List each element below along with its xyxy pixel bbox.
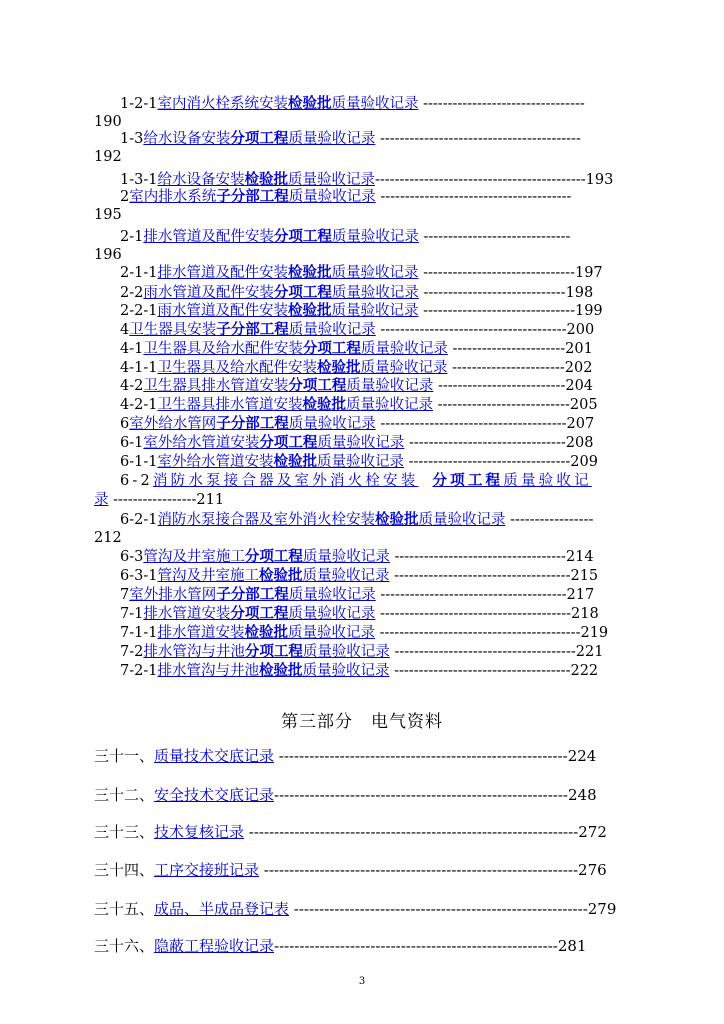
section-page-number: 281 xyxy=(557,937,587,955)
toc-link-post: 质量验收记录 xyxy=(288,587,376,603)
toc-link-bold: 检验批 xyxy=(273,453,317,470)
toc-link-pre: 室内排水系统 xyxy=(129,189,217,205)
toc-page-number: 218 xyxy=(571,606,599,622)
toc-number: 2-2 xyxy=(120,285,144,301)
toc-number: 4 xyxy=(120,322,130,338)
section-line xyxy=(94,860,664,880)
toc-link[interactable] xyxy=(143,341,448,357)
toc-link[interactable] xyxy=(153,473,592,489)
toc-link-post: 质量验收记录 xyxy=(288,416,376,432)
toc-number: 6-2-1 xyxy=(120,512,158,528)
toc-link-post: 质量验收记录 xyxy=(360,341,448,357)
toc-link-bold: 检验批 xyxy=(258,662,303,679)
toc-leader: ------------------------------------ xyxy=(389,568,571,584)
toc-page-number: 200 xyxy=(566,322,595,338)
toc-link[interactable] xyxy=(157,454,404,470)
toc-line xyxy=(120,130,668,148)
toc-page-number: 209 xyxy=(570,454,598,470)
toc-link-bold: 检验批 xyxy=(258,567,303,584)
toc-line xyxy=(120,662,668,680)
toc-page-number: 196 xyxy=(94,247,122,263)
toc-line xyxy=(120,340,668,358)
section-line xyxy=(94,746,664,766)
toc-link-bold: 子分部工程 xyxy=(216,188,289,205)
toc-link-pre: 室外排水管网 xyxy=(129,587,217,603)
toc-leader: ----------------------------------------- xyxy=(374,625,581,641)
toc-link[interactable] xyxy=(157,512,505,528)
toc-leader: ----------------------------- xyxy=(418,285,566,301)
toc-leader: --------------------------------- xyxy=(403,454,571,470)
toc-leader: ----------------------- xyxy=(447,360,565,376)
toc-page-number: 190 xyxy=(94,114,122,130)
toc-number: 7-1-1 xyxy=(120,625,158,641)
toc-link-bold: 检验批 xyxy=(302,396,346,413)
toc-link-post: 质量验收记录 xyxy=(288,131,376,147)
toc-link-post: 质量验收记 xyxy=(503,473,592,489)
toc-link-pre: 室外给水管道安装 xyxy=(143,435,260,451)
section-page-number: 248 xyxy=(568,786,597,804)
toc-number: 6-3-1 xyxy=(120,568,158,584)
toc-link[interactable] xyxy=(157,568,389,584)
toc-link-pre: 卫生器具安装 xyxy=(129,322,217,338)
toc-leader: ------------------------------------------- xyxy=(374,172,586,188)
toc-link[interactable] xyxy=(143,285,419,301)
toc-leader: ------------------------------- xyxy=(418,265,575,281)
toc-link-bold: 检验批 xyxy=(287,95,332,112)
toc-link[interactable] xyxy=(157,663,389,679)
section-link[interactable]: 工序交接班记录 xyxy=(154,861,260,879)
toc-leader: ------------------------------ xyxy=(418,229,571,245)
toc-page-number: 207 xyxy=(566,416,595,432)
toc-number: 2-2-1 xyxy=(120,303,158,319)
toc-page-number: 197 xyxy=(574,265,603,281)
toc-link-bold: 分项工程 xyxy=(230,605,289,622)
section-line xyxy=(94,785,664,805)
section-link[interactable]: 质量技术交底记录 xyxy=(154,747,275,765)
toc-link[interactable] xyxy=(143,229,419,245)
section-link[interactable]: 成品、半成品登记表 xyxy=(154,900,290,918)
section-title: 第三部分 电气资料 xyxy=(281,712,443,732)
toc-link-post: 质量验收记录 xyxy=(331,285,419,301)
toc-number: 6-1 xyxy=(120,435,144,451)
toc-link[interactable] xyxy=(157,625,375,641)
toc-link[interactable] xyxy=(143,549,390,565)
toc-page-number: 202 xyxy=(564,360,593,376)
toc-page-number: 219 xyxy=(580,625,609,641)
toc-link[interactable] xyxy=(129,322,376,338)
toc-leader: -------------------------------------- xyxy=(375,416,567,432)
toc-line xyxy=(120,472,668,490)
toc-link-bold: 检验批 xyxy=(287,302,332,319)
toc-link-post: 质量验收记录 xyxy=(331,303,419,319)
toc-link-pre: 卫生器具排水管道安装 xyxy=(143,378,289,394)
section-prefix: 三十六、 xyxy=(94,937,155,955)
toc-link[interactable] xyxy=(129,189,376,205)
toc-line xyxy=(120,321,668,339)
page-number: 3 xyxy=(358,976,366,987)
toc-link[interactable] xyxy=(143,644,390,660)
toc-page-number: 221 xyxy=(575,644,604,660)
toc-line xyxy=(120,605,668,623)
toc-link-pre: 排水管沟与井池 xyxy=(143,644,245,660)
toc-line xyxy=(120,188,668,206)
section-leader: -------------------------------------------------------- xyxy=(274,937,558,955)
toc-page-number: 201 xyxy=(565,341,593,357)
toc-line xyxy=(120,434,668,452)
toc-number: 7-2 xyxy=(120,644,144,660)
toc-number: 2-1 xyxy=(120,229,144,245)
toc-line-continued xyxy=(94,491,224,509)
toc-link-bold: 分项工程 xyxy=(244,548,303,565)
toc-number: 6-3 xyxy=(120,549,144,565)
toc-line xyxy=(120,359,668,377)
section-line xyxy=(94,822,664,842)
toc-page-number: 215 xyxy=(570,568,599,584)
section-page-number: 224 xyxy=(567,747,597,765)
toc-number: 2 xyxy=(120,189,130,205)
toc-link-post: 质量验收记录 xyxy=(302,663,390,679)
toc-page-number: 204 xyxy=(565,378,594,394)
toc-link-continued[interactable]: 录 xyxy=(94,492,109,508)
section-prefix: 三十五、 xyxy=(94,900,155,918)
toc-link-post: 质量验收记录 xyxy=(302,549,390,565)
toc-page-number: 217 xyxy=(566,587,595,603)
toc-leader: ------------------------------------ xyxy=(389,663,571,679)
toc-link-post: 质量验收记录 xyxy=(360,360,448,376)
section-page-number: 279 xyxy=(587,900,617,918)
toc-link-bold: 子分部工程 xyxy=(216,586,289,603)
section-leader: --------------------------------------------------------- xyxy=(274,747,568,765)
toc-link-post: 质量验收记录 xyxy=(288,606,376,622)
toc-link[interactable] xyxy=(157,303,418,319)
toc-link-post: 质量验收记录 xyxy=(287,625,375,641)
section-prefix: 三十二、 xyxy=(94,786,155,804)
section-leader: -------------------------------------------------------------- xyxy=(259,861,579,879)
toc-link-pre: 卫生器具及给水配件安装 xyxy=(157,360,317,376)
toc-link[interactable] xyxy=(157,265,418,281)
toc-link-bold: 检验批 xyxy=(316,359,361,376)
toc-line xyxy=(120,415,668,433)
section-leader: ----------------------------------------------------------------- xyxy=(244,823,579,841)
toc-number: 7-2-1 xyxy=(120,663,158,679)
toc-link-pre: 给水设备安装 xyxy=(157,172,245,188)
toc-link-bold: 分项工程 xyxy=(288,377,347,394)
section-prefix: 三十四、 xyxy=(94,861,155,879)
toc-link-pre: 排水管道及配件安装 xyxy=(143,229,274,245)
toc-link-pre: 管沟及井室施工 xyxy=(157,568,259,584)
toc-link-pre: 雨水管道及配件安装 xyxy=(143,285,274,301)
toc-leader: --------------------------------- xyxy=(418,96,585,112)
toc-page-number: 212 xyxy=(94,530,122,546)
section-page-number: 272 xyxy=(578,823,607,841)
toc-link-pre: 管沟及井室施工 xyxy=(143,549,245,565)
toc-leader: ----------------------------------------- xyxy=(375,131,581,147)
toc-leader: --------------------------------------- xyxy=(375,606,572,622)
toc-page-number: 195 xyxy=(94,207,122,223)
toc-link-post: 质量验收记录 xyxy=(331,265,419,281)
toc-number: 4-2 xyxy=(120,378,144,394)
toc-number: 1-3 xyxy=(120,131,144,147)
toc-link-pre: 消防水泵接合器及室外消火栓安装 xyxy=(157,512,375,528)
toc-line xyxy=(120,453,668,471)
section-prefix: 三十三、 xyxy=(94,823,155,841)
toc-link-post: 质量验收记录 xyxy=(302,568,390,584)
section-line xyxy=(94,936,664,956)
toc-link-bold: 分项工程 xyxy=(230,130,289,147)
toc-line xyxy=(120,228,668,246)
toc-link-bold: 分项工程 xyxy=(273,228,332,245)
toc-page-number: 198 xyxy=(565,285,594,301)
toc-number: 4-1 xyxy=(120,341,144,357)
toc-page-number: 208 xyxy=(565,435,594,451)
toc-link-bold: 分项工程 xyxy=(302,340,361,357)
toc-link-post: 质量验收记录 xyxy=(345,397,433,413)
toc-link-bold: 检验批 xyxy=(244,171,288,188)
toc-link-pre: 排水管道安装 xyxy=(157,625,245,641)
toc-page-number: 222 xyxy=(570,663,599,679)
toc-link[interactable] xyxy=(157,96,418,112)
toc-line xyxy=(120,548,668,566)
toc-link-bold: 检验批 xyxy=(244,624,288,641)
toc-link-bold: 子分部工程 xyxy=(216,321,289,338)
toc-link-post: 质量验收记录 xyxy=(287,172,375,188)
toc-link-pre: 卫生器具排水管道安装 xyxy=(157,397,303,413)
toc-leader: ------------------------------- xyxy=(418,303,575,319)
toc-line xyxy=(120,586,668,604)
toc-link[interactable] xyxy=(157,172,375,188)
toc-link-post: 质量验收记录 xyxy=(331,229,419,245)
toc-link-post: 质量验收记录 xyxy=(331,96,419,112)
toc-line xyxy=(120,567,668,585)
toc-page-number: 205 xyxy=(569,397,598,413)
toc-leader: --------------------------------------- xyxy=(375,189,572,205)
toc-link-bold: 分项工程 xyxy=(273,284,332,301)
toc-link-pre: 排水管沟与井池 xyxy=(157,663,259,679)
toc-leader: -------------------------------------- xyxy=(375,322,567,338)
toc-number: 2-1-1 xyxy=(120,265,158,281)
toc-leader: -------------------------- xyxy=(433,378,566,394)
toc-line xyxy=(120,624,668,642)
toc-link-pre: 给水设备安装 xyxy=(143,131,231,147)
toc-line xyxy=(120,302,668,320)
toc-number: 7 xyxy=(120,587,130,603)
toc-link[interactable] xyxy=(143,606,375,622)
section-page-number: 276 xyxy=(578,861,607,879)
toc-link-bold: 分项工程 xyxy=(244,643,303,660)
toc-page-number: 199 xyxy=(574,303,603,319)
toc-number: 4-1-1 xyxy=(120,360,158,376)
toc-line xyxy=(120,264,668,282)
toc-link-pre: 排水管道安装 xyxy=(143,606,231,622)
toc-link-post: 质量验收记录 xyxy=(302,644,390,660)
section-link[interactable]: 技术复核记录 xyxy=(154,823,245,841)
toc-link[interactable] xyxy=(143,131,375,147)
toc-line xyxy=(120,95,668,113)
toc-page-number: 214 xyxy=(565,549,594,565)
toc-page-number: 193 xyxy=(585,172,614,188)
toc-link-post: 质量验收记录 xyxy=(317,435,405,451)
section-link[interactable]: 安全技术交底记录 xyxy=(154,786,275,804)
section-line xyxy=(94,899,664,919)
toc-link-post: 质量验收记录 xyxy=(288,189,376,205)
toc-leader: -------------------------------- xyxy=(404,435,566,451)
toc-link-bold: 检验批 xyxy=(287,264,332,281)
section-link[interactable]: 隐蔽工程验收记录 xyxy=(154,937,275,955)
toc-link[interactable] xyxy=(143,378,433,394)
toc-line xyxy=(120,396,668,414)
toc-line xyxy=(120,377,668,395)
toc-number: 1-2-1 xyxy=(120,96,158,112)
toc-link-pre: 消防水泵接合器及室外消火栓安装 xyxy=(152,473,419,489)
toc-link-pre: 室内消火栓系统安装 xyxy=(157,96,288,112)
section-prefix: 三十一、 xyxy=(94,747,155,765)
toc-number: 4-2-1 xyxy=(120,397,158,413)
toc-leader: ------------------------------------- xyxy=(389,644,576,660)
toc-link-post: 质量验收记录 xyxy=(316,454,404,470)
toc-link-bold: 分项工程 xyxy=(259,434,318,451)
toc-line xyxy=(120,511,668,529)
toc-link[interactable] xyxy=(129,416,376,432)
toc-link-pre: 卫生器具及给水配件安装 xyxy=(143,341,303,357)
toc-number: 1-3-1 xyxy=(120,172,158,188)
toc-leader: ----------------- xyxy=(108,492,197,508)
toc-number: 6-2 xyxy=(120,473,153,489)
toc-link-pre: 排水管道及配件安装 xyxy=(157,265,288,281)
toc-number: 7-1 xyxy=(120,606,144,622)
toc-line xyxy=(120,643,668,661)
toc-link-bold: 子分部工程 xyxy=(216,415,289,432)
toc-leader: --------------------------- xyxy=(432,397,570,413)
toc-link[interactable] xyxy=(129,587,376,603)
toc-leader: ----------------------------------- xyxy=(389,549,566,565)
toc-leader: ----------------- xyxy=(505,512,594,528)
toc-page-number: 211 xyxy=(196,492,225,508)
toc-link-bold: 分项工程 xyxy=(432,472,504,489)
toc-number: 6 xyxy=(120,416,130,432)
toc-page-number: 192 xyxy=(94,149,122,165)
section-leader: ---------------------------------------------------------- xyxy=(274,786,568,804)
toc-number: 6-1-1 xyxy=(120,454,158,470)
toc-link-pre: 室外给水管道安装 xyxy=(157,454,274,470)
toc-link-post: 质量验收记录 xyxy=(288,322,376,338)
toc-link-post: 质量验收记录 xyxy=(418,512,506,528)
toc-link-bold: 检验批 xyxy=(374,511,419,528)
toc-line xyxy=(120,171,668,189)
toc-line xyxy=(120,284,668,302)
toc-link[interactable] xyxy=(157,397,433,413)
toc-link[interactable] xyxy=(143,435,404,451)
toc-link-post: 质量验收记录 xyxy=(346,378,434,394)
toc-link-pre: 室外给水管网 xyxy=(129,416,217,432)
toc-leader: ----------------------- xyxy=(447,341,566,357)
toc-link[interactable] xyxy=(157,360,447,376)
toc-link-pre: 雨水管道及配件安装 xyxy=(157,303,288,319)
section-leader: ---------------------------------------------------------- xyxy=(289,900,588,918)
toc-leader: -------------------------------------- xyxy=(375,587,567,603)
